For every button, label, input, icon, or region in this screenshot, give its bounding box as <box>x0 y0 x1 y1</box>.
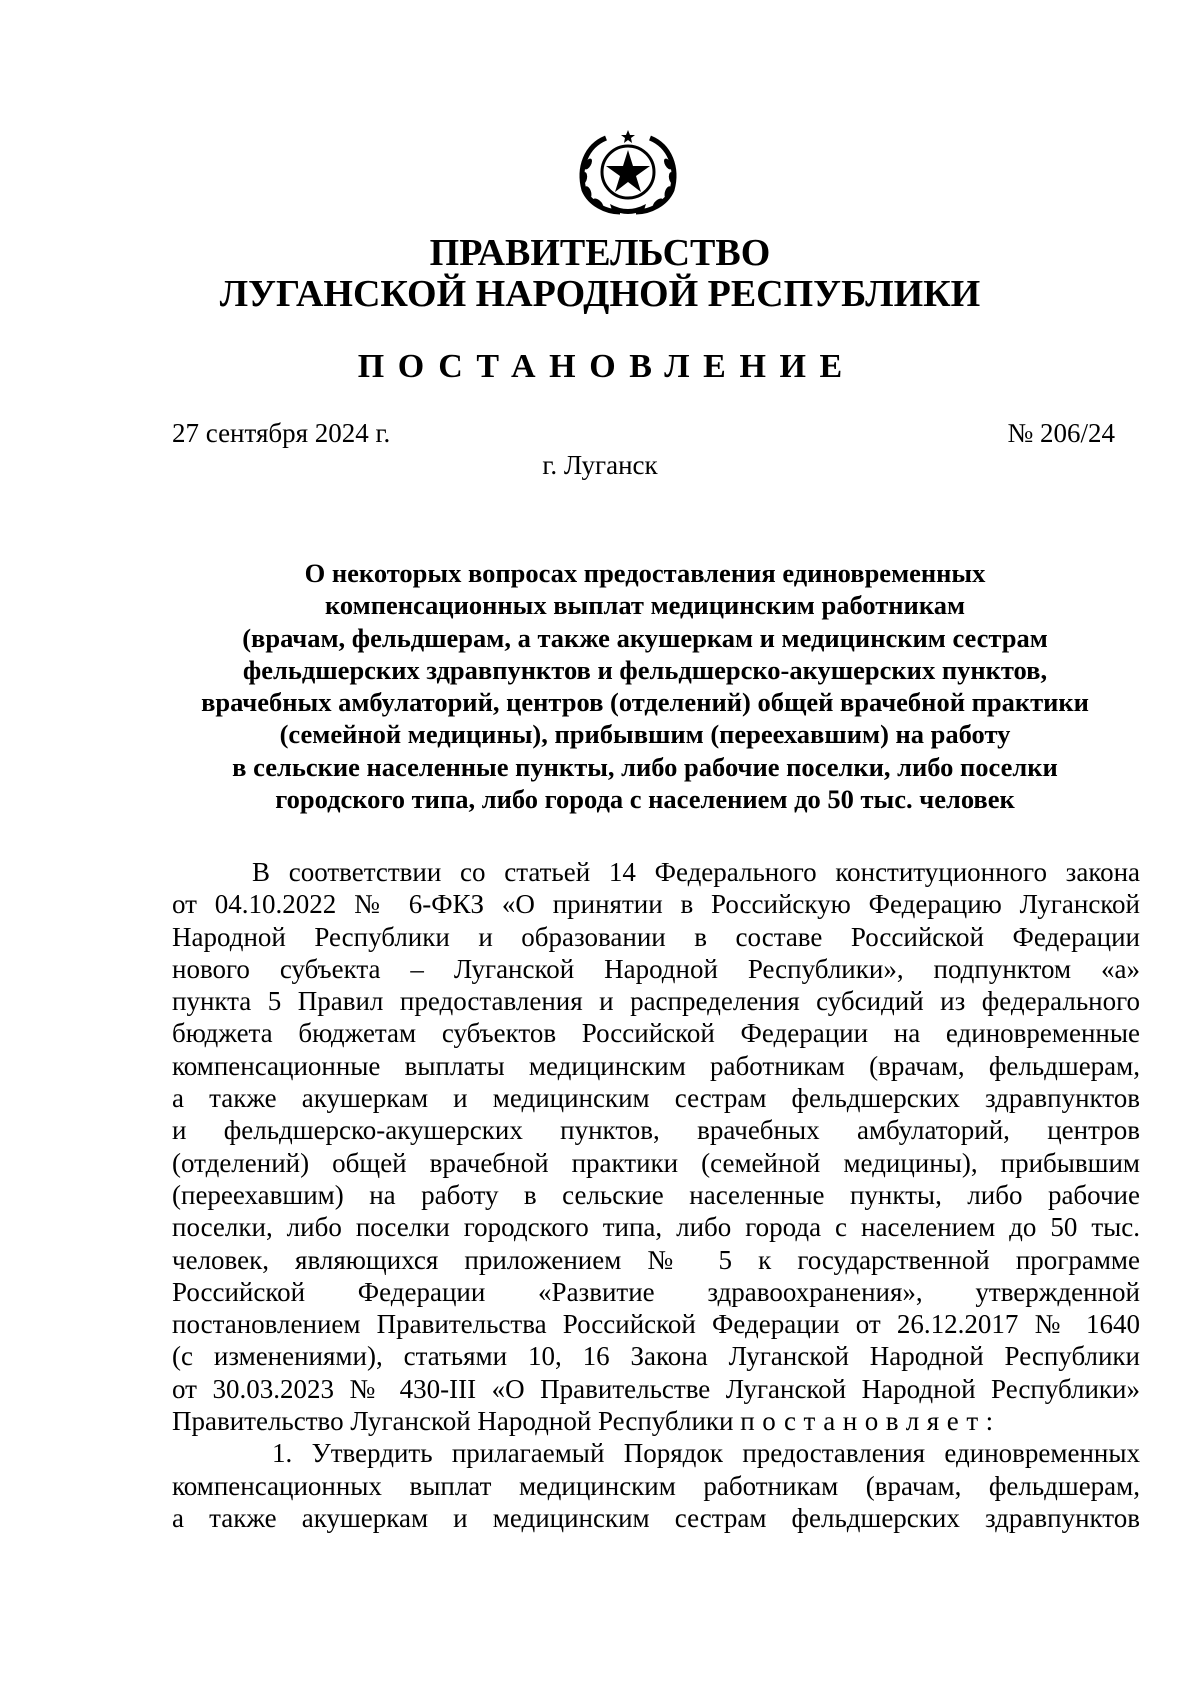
body-line: от 04.10.2022 № 6-ФКЗ «О принятии в Российскую Федерацию Луганской <box>172 889 1140 920</box>
body-line: пункта 5 Правил предоставления и распределения субсидий из федерального <box>172 986 1140 1017</box>
body-line: (переехавшим) на работу в сельские населенные пункты, либо рабочие <box>172 1179 1140 1210</box>
body-line: человек, являющихся приложением № 5 к государственной программе <box>172 1244 1140 1275</box>
item1-line: а также акушеркам и медицинским сестрам фельдшерских здравпунктов <box>172 1502 1140 1533</box>
body-line: В соответствии со статьей 14 Федерального конституционного закона <box>252 857 1140 887</box>
body-line: Народной Республики и образовании в составе Российской Федерации <box>172 921 1140 952</box>
resolve-prefix: Правительство Луганской Народной Республики <box>172 1406 741 1437</box>
subject-line: фельдшерских здравпунктов и фельдшерско-акушерских пунктов, <box>242 654 1048 685</box>
lpr-coat-of-arms-icon <box>566 128 690 216</box>
resolve-word: постановляет: <box>740 1406 1001 1437</box>
decree-title: ПОСТАНОВЛЕНИЕ <box>357 348 856 385</box>
item1-line: 1. Утвердить прилагаемый Порядок предоставления единовременных <box>272 1438 1140 1469</box>
subject-line: городского типа, либо города с населением до 50 тыс. человек <box>275 784 1015 815</box>
resolve-line <box>172 1405 1140 1437</box>
body-line: поселки, либо поселки городского типа, либо города с населением до 50 тыс. <box>172 1212 1140 1243</box>
body-line: бюджета бюджетам субъектов Российской Федерации на единовременные <box>172 1018 1140 1049</box>
body-line: нового субъекта – Луганской Народной Республики», подпунктом «а» <box>172 953 1140 984</box>
body-line: и фельдшерско-акушерских пунктов, врачебных амбулаторий, центров <box>172 1115 1140 1146</box>
body-line: а также акушеркам и медицинским сестрам фельдшерских здравпунктов <box>172 1083 1140 1114</box>
body-line: постановлением Правительства Российской Федерации от 26.12.2017 № 1640 <box>172 1309 1140 1340</box>
subject-line: (семейной медицины), прибывшим (переехавшим) на работу <box>279 719 1011 750</box>
body-line: Российской Федерации «Развитие здравоохранения», утвержденной <box>172 1276 1140 1307</box>
body-line: компенсационные выплаты медицинским работникам (врачам, фельдшерам, <box>172 1050 1140 1081</box>
decree-date: 27 сентября 2024 г. <box>172 418 391 448</box>
subject-line: врачебных амбулаторий, центров (отделений) общей врачебной практики <box>201 687 1089 718</box>
subject-line: компенсационных выплат медицинским работникам <box>324 590 965 621</box>
body-line: от 30.03.2023 № 430-III «О Правительстве Луганской Народной Республики» <box>172 1373 1140 1404</box>
body-line: (отделений) общей врачебной практики (семейной медицины), прибывшим <box>172 1147 1140 1178</box>
subject-line: в сельские населенные пункты, либо рабочие поселки, либо поселки <box>232 751 1058 782</box>
decree-body <box>172 856 1140 1534</box>
decree-subject <box>170 557 1120 815</box>
subject-line: О некоторых вопросах предоставления единовременных <box>304 558 986 588</box>
item1-line: компенсационных выплат медицинским работникам (врачам, фельдшерам, <box>172 1470 1140 1501</box>
body-line: (с изменениями), статьями 10, 16 Закона Луганской Народной Республики <box>172 1341 1140 1372</box>
subject-line: (врачам, фельдшерам, а также акушеркам и медицинским сестрам <box>242 622 1048 653</box>
government-title-line2: ЛУГАНСКОЙ НАРОДНОЙ РЕСПУБЛИКИ <box>219 273 981 315</box>
decree-city: г. Луганск <box>542 450 658 480</box>
decree-number: № 206/24 <box>1007 418 1115 448</box>
government-title-line1: ПРАВИТЕЛЬСТВО <box>429 232 771 274</box>
